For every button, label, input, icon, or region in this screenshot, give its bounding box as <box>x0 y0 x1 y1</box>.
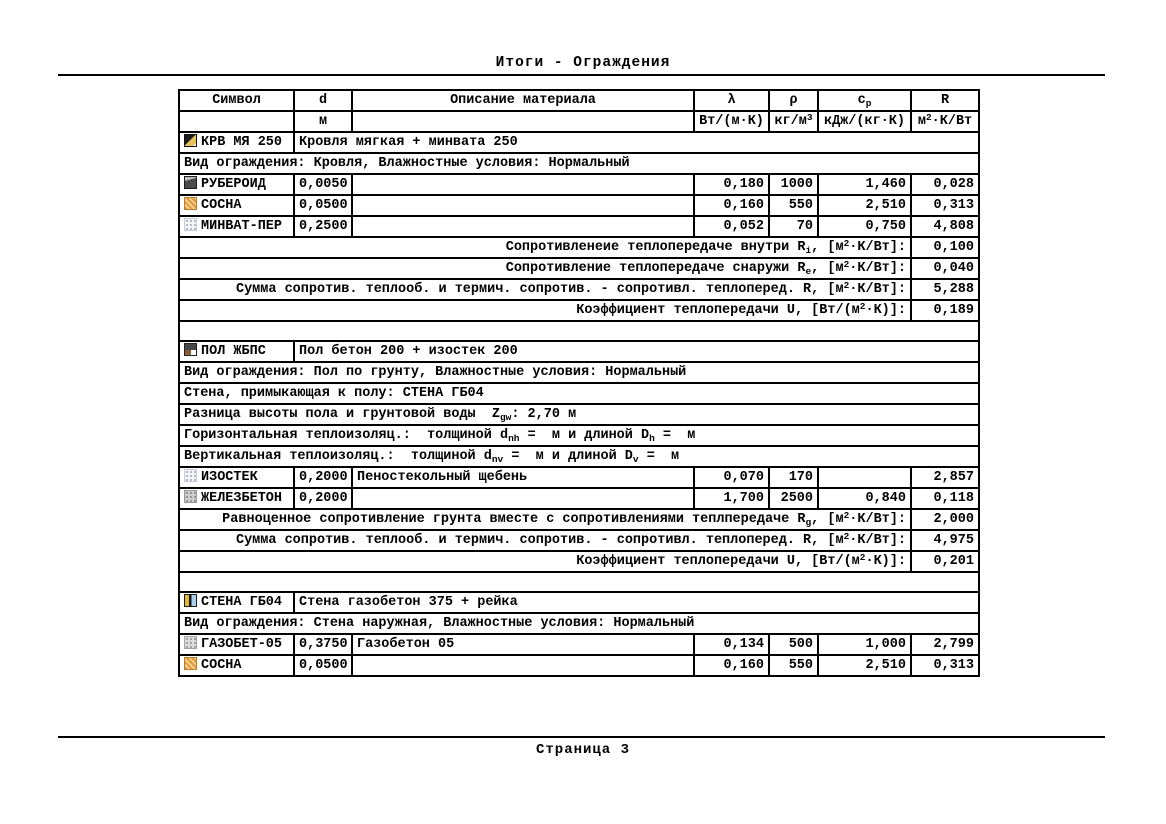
rho-cell: 170 <box>769 467 818 488</box>
r-value-cell: 2,857 <box>911 467 979 488</box>
r-value-cell: 0,313 <box>911 195 979 216</box>
table-body <box>179 132 979 676</box>
section-row <box>179 341 979 362</box>
gap-row <box>179 572 979 592</box>
material-row <box>179 195 979 216</box>
note-cell: Разница высоты пола и грунтовой воды $Z_{gw}$: 2,70 м <box>179 404 979 425</box>
symbol-cell <box>179 341 294 362</box>
rho-cell: 2500 <box>769 488 818 509</box>
thickness-cell: 0,3750 <box>294 634 352 655</box>
unit-thickness: м <box>294 111 352 132</box>
summary-label-cell: Сумма сопротив. теплооб. и термич. сопротив. - сопротивл. теплоперед. R, $[м^2\cdot К/Вт]$: <box>179 279 911 300</box>
r-value-cell: 0,028 <box>911 174 979 195</box>
symbol-cell <box>179 634 294 655</box>
symbol-label: СОСНА <box>201 658 242 674</box>
col-header-symbol: Символ <box>179 90 294 111</box>
description-cell <box>352 195 694 216</box>
material-row <box>179 655 979 676</box>
unit-symbol <box>179 111 294 132</box>
lambda-cell: 1,700 <box>694 488 769 509</box>
note-cell: Стена, примыкающая к полу: СТЕНА ГБ04 <box>179 383 979 404</box>
symbol-label: РУБЕРОИД <box>201 177 266 192</box>
minvat-icon <box>184 218 197 231</box>
note-cell: Горизонтальная теплоизоляц.: толщиной $d_{nh} = м$ и длиной $D_h = м$ <box>179 425 979 446</box>
unit-lambda: Вт/(м·К) <box>694 111 769 132</box>
lambda-cell: 0,160 <box>694 655 769 676</box>
roof-icon <box>184 134 197 147</box>
summary-value-cell: 4,975 <box>911 530 979 551</box>
lambda-cell: 0,070 <box>694 467 769 488</box>
summary-row <box>179 551 979 572</box>
symbol-label: СТЕНА ГБ04 <box>201 595 283 611</box>
unit-r: $м^2\cdot К/Вт$ <box>911 111 979 132</box>
note-row <box>179 362 979 383</box>
lambda-cell: 0,160 <box>694 195 769 216</box>
symbol-cell <box>179 467 294 488</box>
results-table <box>178 89 980 677</box>
summary-row <box>179 300 979 321</box>
thickness-cell: 0,2000 <box>294 488 352 509</box>
summary-value-cell: 2,000 <box>911 509 979 530</box>
symbol-cell <box>179 174 294 195</box>
thickness-cell: 0,2500 <box>294 216 352 237</box>
lambda-cell: 0,134 <box>694 634 769 655</box>
description-cell <box>352 216 694 237</box>
note-row <box>179 383 979 404</box>
lambda-cell: 0,180 <box>694 174 769 195</box>
summary-row <box>179 530 979 551</box>
col-header-rho: ρ <box>769 90 818 111</box>
pine-icon <box>184 197 197 210</box>
summary-label-cell: Сопротивление теплопередаче снаружи $R_e$, $[м^2\cdot К/Вт]$: <box>179 258 911 279</box>
summary-value-cell: 0,189 <box>911 300 979 321</box>
summary-label-cell: Коэффициент теплопередачи U, $[Вт/(м^2\cdot К)]$: <box>179 551 911 572</box>
symbol-label: КРВ МЯ 250 <box>201 135 283 150</box>
material-row <box>179 488 979 509</box>
summary-value-cell: 0,040 <box>911 258 979 279</box>
header-rule <box>58 74 1105 76</box>
symbol-label: СОСНА <box>201 198 242 213</box>
summary-value-cell: 5,288 <box>911 279 979 300</box>
col-header-description: Описание материала <box>352 90 694 111</box>
unit-description <box>352 111 694 132</box>
note-row <box>179 153 979 174</box>
material-row <box>179 467 979 488</box>
cp-cell: 1,460 <box>818 174 911 195</box>
summary-label-cell: Сумма сопротив. теплооб. и термич. сопротив. - сопротивл. теплоперед. R, $[м^2\cdot К/Вт]$: <box>179 530 911 551</box>
izostek-icon <box>184 469 197 482</box>
symbol-cell <box>179 216 294 237</box>
description-cell <box>352 488 694 509</box>
description-cell <box>352 655 694 676</box>
lambda-cell: 0,052 <box>694 216 769 237</box>
description-cell: Пеностекольный щебень <box>352 467 694 488</box>
gap-cell <box>179 572 979 592</box>
concrete-icon <box>184 490 197 503</box>
note-row <box>179 404 979 425</box>
table-header-row <box>179 90 979 111</box>
section-row <box>179 592 979 613</box>
col-header-thickness: d <box>294 90 352 111</box>
floor-icon <box>184 343 197 356</box>
wall-icon <box>184 594 197 607</box>
summary-row <box>179 237 979 258</box>
summary-value-cell: 0,201 <box>911 551 979 572</box>
symbol-label: ГАЗОБЕТ-05 <box>201 637 283 653</box>
cp-cell: 2,510 <box>818 655 911 676</box>
summary-row <box>179 258 979 279</box>
note-row <box>179 425 979 446</box>
note-cell: Вертикальная теплоизоляц.: толщиной $d_{nv} = м$ и длиной $D_v = м$ <box>179 446 979 467</box>
symbol-cell <box>179 592 294 613</box>
cp-cell: 1,000 <box>818 634 911 655</box>
ruberoid-icon <box>184 176 197 189</box>
col-header-r: R <box>911 90 979 111</box>
cp-cell: 2,510 <box>818 195 911 216</box>
symbol-cell <box>179 655 294 676</box>
symbol-label: ИЗОСТЕК <box>201 470 258 486</box>
r-value-cell: 0,313 <box>911 655 979 676</box>
material-row <box>179 634 979 655</box>
cp-cell: 0,750 <box>818 216 911 237</box>
footer-rule <box>58 736 1105 738</box>
rho-cell: 70 <box>769 216 818 237</box>
cp-cell <box>818 467 911 488</box>
col-header-cp: $c_p$ <box>818 90 911 111</box>
symbol-label: ПОЛ ЖБПС <box>201 344 266 360</box>
material-row <box>179 174 979 195</box>
table-units-row <box>179 111 979 132</box>
rho-cell: 550 <box>769 195 818 216</box>
rho-cell: 550 <box>769 655 818 676</box>
gap-row <box>179 321 979 341</box>
gasconcrete-icon <box>184 636 197 649</box>
symbol-cell <box>179 195 294 216</box>
note-cell: Вид ограждения: Стена наружная, Влажностные условия: Нормальный <box>179 613 979 634</box>
r-value-cell: 4,808 <box>911 216 979 237</box>
summary-row <box>179 279 979 300</box>
r-value-cell: 0,118 <box>911 488 979 509</box>
unit-cp: кДж/(кг·К) <box>818 111 911 132</box>
thickness-cell: 0,0500 <box>294 195 352 216</box>
col-header-lambda: λ <box>694 90 769 111</box>
section-description-cell: Пол бетон 200 + изостек 200 <box>294 341 979 362</box>
thickness-cell: 0,2000 <box>294 467 352 488</box>
page-number: Страница 3 <box>535 742 630 758</box>
cp-cell: 0,840 <box>818 488 911 509</box>
symbol-cell <box>179 488 294 509</box>
summary-label-cell: Равноценное сопротивление грунта вместе с сопротивлениями теплпередаче $R_g$, $[м^2\cdot К/Вт]$: <box>179 509 911 530</box>
r-value-cell: 2,799 <box>911 634 979 655</box>
rho-cell: 500 <box>769 634 818 655</box>
section-description-cell: Кровля мягкая + минвата 250 <box>294 132 979 153</box>
note-cell: Вид ограждения: Кровля, Влажностные условия: Нормальный <box>179 153 979 174</box>
description-cell: Газобетон 05 <box>352 634 694 655</box>
note-row <box>179 446 979 467</box>
material-row <box>179 216 979 237</box>
symbol-label: МИНВАТ-ПЕР <box>201 219 283 234</box>
section-row <box>179 132 979 153</box>
gap-cell <box>179 321 979 341</box>
summary-value-cell: 0,100 <box>911 237 979 258</box>
pine-icon <box>184 657 197 670</box>
page-title: Итоги - Ограждения <box>495 55 671 71</box>
section-description-cell: Стена газобетон 375 + рейка <box>294 592 979 613</box>
symbol-cell <box>179 132 294 153</box>
summary-label-cell: Коэффициент теплопередачи U, $[Вт/(м^2\cdot К)]$: <box>179 300 911 321</box>
note-cell: Вид ограждения: Пол по грунту, Влажностные условия: Нормальный <box>179 362 979 383</box>
note-row <box>179 613 979 634</box>
summary-label-cell: Сопротивленеие теплопередаче внутри $R_i$, $[м^2\cdot К/Вт]$: <box>179 237 911 258</box>
summary-row <box>179 509 979 530</box>
symbol-label: ЖЕЛЕЗБЕТОН <box>201 491 283 507</box>
thickness-cell: 0,0050 <box>294 174 352 195</box>
thickness-cell: 0,0500 <box>294 655 352 676</box>
description-cell <box>352 174 694 195</box>
unit-rho: $кг/м^3$ <box>769 111 818 132</box>
rho-cell: 1000 <box>769 174 818 195</box>
